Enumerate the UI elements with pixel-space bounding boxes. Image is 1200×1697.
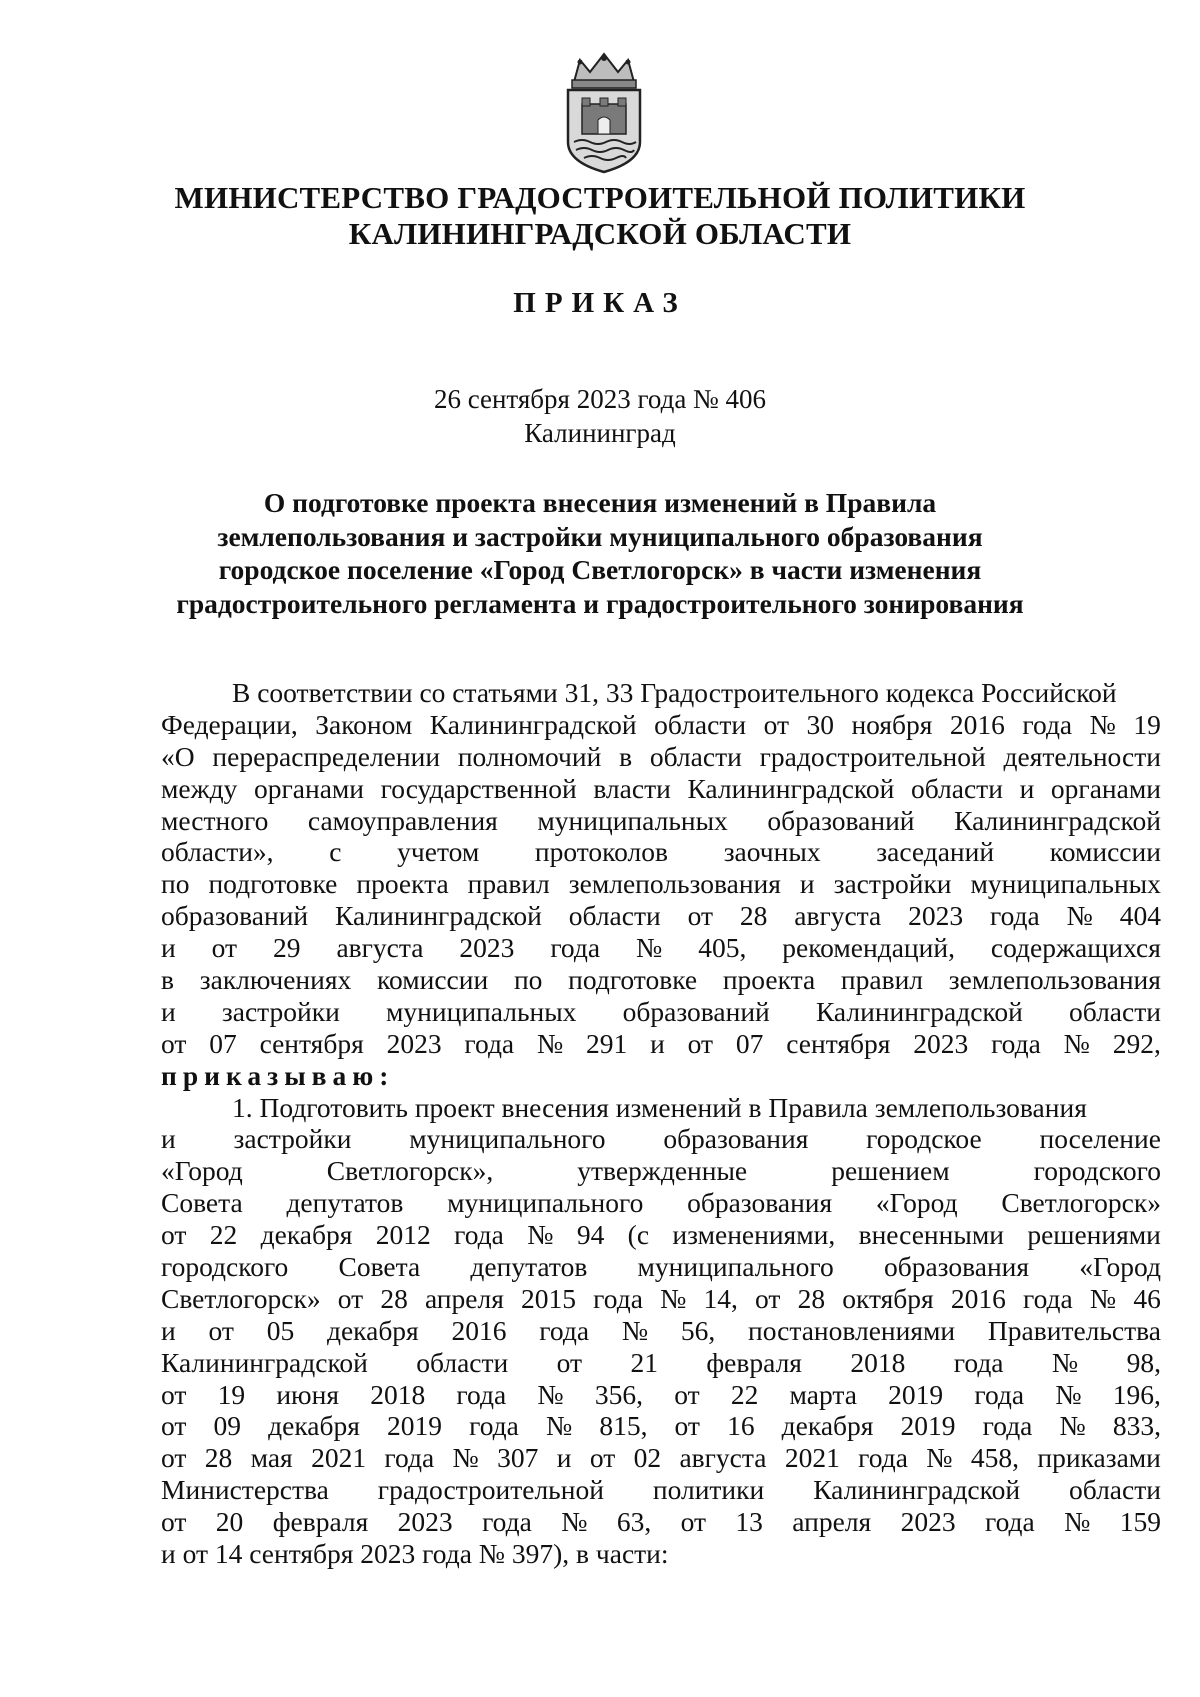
body-line bbox=[161, 1028, 1161, 1060]
word: августа bbox=[679, 1442, 767, 1474]
word: от bbox=[674, 1410, 700, 1442]
word: 2023 bbox=[908, 900, 964, 932]
word: постановлениями bbox=[748, 1314, 956, 1346]
word: и bbox=[799, 868, 815, 900]
word: 2019 bbox=[386, 1410, 442, 1442]
body-line bbox=[161, 1347, 1161, 1379]
word: области bbox=[1069, 995, 1161, 1027]
word: от bbox=[161, 1410, 187, 1442]
word: образования bbox=[663, 1123, 809, 1155]
word: октября bbox=[842, 1282, 934, 1314]
word: 30 bbox=[806, 708, 834, 740]
word: области bbox=[654, 708, 747, 740]
word: «О bbox=[161, 740, 195, 772]
word: № bbox=[1089, 1282, 1117, 1314]
word: от bbox=[337, 1282, 364, 1314]
word: (с bbox=[627, 1219, 650, 1251]
word: Калининградской bbox=[815, 995, 1023, 1027]
word: от bbox=[589, 1442, 616, 1474]
word: сентября bbox=[786, 1027, 891, 1059]
word: декабря bbox=[268, 1410, 360, 1442]
body-line bbox=[161, 709, 1161, 741]
word: Калининградской bbox=[335, 900, 542, 932]
word: 28 bbox=[797, 1282, 826, 1314]
word: власти bbox=[593, 772, 671, 804]
word: решениями bbox=[1027, 1219, 1161, 1251]
word: Калининградской bbox=[687, 772, 895, 804]
word: муниципального bbox=[409, 1123, 606, 1155]
ministry-name-line2: КАЛИНИНГРАДСКОЙ ОБЛАСТИ bbox=[348, 216, 852, 251]
word: 07 bbox=[209, 1027, 237, 1059]
word: 2018 bbox=[850, 1346, 906, 1378]
body-line bbox=[161, 1251, 1161, 1283]
order-word bbox=[161, 1060, 1161, 1092]
word: года bbox=[991, 1027, 1041, 1059]
word: № bbox=[1055, 1378, 1082, 1410]
word: февраля bbox=[272, 1506, 369, 1538]
word: № bbox=[1064, 1506, 1091, 1538]
word: августа bbox=[794, 900, 882, 932]
subject-line: городское поселение «Город Светлогорск» в части изменения bbox=[218, 554, 982, 585]
word: образований bbox=[767, 804, 915, 836]
word: подготовке bbox=[568, 964, 698, 996]
body-line bbox=[161, 1410, 1161, 1442]
word: 05 bbox=[266, 1314, 295, 1346]
word: по bbox=[513, 964, 543, 996]
word: утвержденные bbox=[577, 1155, 748, 1187]
body-line bbox=[161, 868, 1161, 900]
body-line bbox=[161, 1187, 1161, 1219]
word: застройки bbox=[233, 1123, 352, 1155]
word: 16 bbox=[727, 1410, 755, 1442]
word: Федерации, bbox=[161, 708, 298, 740]
word: муниципального bbox=[637, 1251, 834, 1283]
word: 28 bbox=[739, 900, 768, 932]
word: 2023 bbox=[386, 1027, 442, 1059]
word: муниципального bbox=[447, 1187, 644, 1219]
word: 98, bbox=[1126, 1346, 1161, 1378]
word: области bbox=[416, 1346, 509, 1378]
word: июня bbox=[276, 1378, 339, 1410]
word: 307 bbox=[497, 1442, 539, 1474]
body-line bbox=[161, 741, 1161, 773]
word: года bbox=[482, 1506, 532, 1538]
word: года bbox=[990, 900, 1040, 932]
word: от bbox=[687, 900, 713, 932]
word: года bbox=[454, 1219, 504, 1251]
word: 02 bbox=[633, 1442, 662, 1474]
word: 291 bbox=[586, 1027, 628, 1059]
body-line bbox=[161, 996, 1161, 1028]
word: образований bbox=[161, 900, 309, 932]
word: депутатов bbox=[286, 1187, 404, 1219]
word: градостроительной bbox=[759, 740, 986, 772]
word: «Город bbox=[1079, 1251, 1161, 1283]
word: заключениях bbox=[199, 964, 352, 996]
body-line bbox=[161, 932, 1161, 964]
word: рекомендаций, bbox=[782, 932, 955, 964]
word: области bbox=[568, 900, 661, 932]
word: № bbox=[1089, 708, 1116, 740]
word: 2016 bbox=[451, 1314, 507, 1346]
word: 196, bbox=[1112, 1378, 1161, 1410]
word: апреля bbox=[792, 1506, 872, 1538]
body-line bbox=[161, 1123, 1161, 1155]
word: года bbox=[539, 1314, 590, 1346]
word: августа bbox=[336, 932, 424, 964]
word: года bbox=[953, 1346, 1004, 1378]
word: № bbox=[1051, 1346, 1079, 1378]
word: от bbox=[680, 1506, 707, 1538]
word: городского bbox=[161, 1251, 289, 1283]
word: Светлогорск» bbox=[1001, 1187, 1161, 1219]
word: и bbox=[161, 1123, 176, 1155]
word: 292, bbox=[1112, 1027, 1161, 1059]
word: от bbox=[556, 1346, 583, 1378]
word: поселение bbox=[1039, 1123, 1161, 1155]
word: учетом bbox=[397, 836, 480, 868]
word: муниципальных bbox=[537, 804, 728, 836]
body-line bbox=[161, 1155, 1161, 1187]
word: муниципальных bbox=[970, 868, 1161, 900]
word: Калининградской bbox=[161, 1346, 368, 1378]
word: 2015 bbox=[521, 1282, 577, 1314]
word: землепользования bbox=[568, 868, 781, 900]
word: ноября bbox=[851, 708, 933, 740]
word: года bbox=[464, 1027, 515, 1059]
word: 46 bbox=[1133, 1282, 1161, 1314]
body-line bbox=[161, 1283, 1161, 1315]
word: 29 bbox=[273, 932, 301, 964]
word: № bbox=[545, 1410, 573, 1442]
word: Совета bbox=[338, 1251, 421, 1283]
body-line bbox=[161, 1474, 1161, 1506]
word: образований bbox=[622, 995, 770, 1027]
body-line bbox=[161, 1506, 1161, 1538]
word: образования bbox=[883, 1251, 1030, 1283]
word: от bbox=[161, 1378, 187, 1410]
word: № bbox=[1066, 900, 1093, 932]
word: 2023 bbox=[900, 1506, 956, 1538]
word: области bbox=[649, 740, 742, 772]
word: № bbox=[621, 1314, 649, 1346]
word: года bbox=[1023, 1282, 1073, 1314]
word: заседаний bbox=[876, 836, 995, 868]
word: содержащихся bbox=[990, 932, 1161, 964]
word: образования bbox=[687, 1187, 833, 1219]
word: № bbox=[561, 1506, 588, 1538]
word: 94 bbox=[576, 1219, 605, 1251]
word: области bbox=[1069, 1474, 1161, 1506]
word: и bbox=[650, 1027, 665, 1059]
word: № bbox=[636, 932, 663, 964]
word: в bbox=[619, 740, 633, 772]
word: в bbox=[161, 964, 174, 996]
word: 833, bbox=[1112, 1410, 1161, 1442]
word: 2018 bbox=[370, 1378, 426, 1410]
word: городского bbox=[1033, 1155, 1161, 1187]
word: 2023 bbox=[459, 932, 515, 964]
word: года bbox=[384, 1442, 435, 1474]
subject-line: О подготовке проекта внесения изменений в Правила bbox=[263, 487, 937, 518]
word: по bbox=[161, 868, 190, 900]
word: 405, bbox=[698, 932, 747, 964]
body-line: 1. Подготовить проект внесения изменений в Правила землепользования bbox=[232, 1091, 1087, 1123]
word: 19 bbox=[217, 1378, 246, 1410]
city: Калининград bbox=[524, 418, 676, 448]
word: от bbox=[687, 1027, 714, 1059]
word: комиссии bbox=[1049, 836, 1161, 868]
word: № bbox=[1059, 1410, 1086, 1442]
body-line bbox=[161, 1219, 1161, 1251]
word: года bbox=[974, 1378, 1025, 1410]
body-line bbox=[161, 773, 1161, 805]
word: 404 bbox=[1119, 900, 1161, 932]
subject-line: землепользования и застройки муниципального образования bbox=[217, 520, 983, 552]
word: от bbox=[211, 932, 238, 964]
body-line bbox=[161, 836, 1161, 868]
word: года bbox=[858, 1442, 908, 1474]
word: области», bbox=[161, 836, 274, 868]
word: 19 bbox=[1133, 708, 1161, 740]
body-line bbox=[161, 900, 1161, 932]
word: правил bbox=[467, 868, 550, 900]
word: № bbox=[926, 1442, 953, 1474]
word: 63, bbox=[616, 1506, 652, 1538]
word: 09 bbox=[213, 1410, 242, 1442]
word: от bbox=[208, 1314, 234, 1346]
word: 56, bbox=[680, 1314, 716, 1346]
body-line bbox=[161, 1315, 1161, 1347]
word: 815, bbox=[599, 1410, 648, 1442]
word: землепользования bbox=[948, 964, 1161, 996]
word: и bbox=[556, 1442, 572, 1474]
subject-line: градостроительного регламента и градостроительного зонирования bbox=[176, 587, 1024, 619]
word: 2012 bbox=[375, 1219, 431, 1251]
ministry-name bbox=[100, 180, 1100, 252]
word: полномочий bbox=[457, 740, 602, 772]
word: февраля bbox=[706, 1346, 802, 1378]
word: между bbox=[161, 772, 238, 804]
word: протоколов bbox=[534, 836, 668, 868]
word: приказами bbox=[1037, 1442, 1161, 1474]
word: 28 bbox=[204, 1442, 233, 1474]
word: от bbox=[161, 1027, 187, 1059]
word: решением bbox=[831, 1155, 950, 1187]
word: заочных bbox=[723, 836, 821, 868]
word: с bbox=[329, 836, 342, 868]
word: области bbox=[910, 772, 1003, 804]
word: года bbox=[984, 1506, 1035, 1538]
word: проекта bbox=[722, 964, 816, 996]
body-line bbox=[161, 964, 1161, 996]
word: года bbox=[1022, 708, 1073, 740]
word: от bbox=[674, 1378, 700, 1410]
word: № bbox=[536, 1027, 564, 1059]
word: года bbox=[593, 1282, 643, 1314]
document-body bbox=[161, 677, 1161, 1570]
body-line bbox=[161, 1442, 1161, 1474]
word: перераспределении bbox=[212, 740, 441, 772]
word: муниципальных bbox=[386, 995, 577, 1027]
word: и bbox=[161, 995, 176, 1027]
word: от bbox=[755, 1282, 781, 1314]
body-line: и от 14 сентября 2023 года № 397), в части: bbox=[161, 1538, 669, 1570]
word: года bbox=[550, 932, 601, 964]
word: 2019 bbox=[888, 1378, 944, 1410]
word: Калининградской bbox=[813, 1474, 1021, 1506]
word: № bbox=[527, 1219, 554, 1251]
word: подготовке bbox=[208, 868, 338, 900]
word: органами bbox=[1050, 772, 1161, 804]
word: 22 bbox=[730, 1378, 759, 1410]
word: № bbox=[1063, 1027, 1090, 1059]
word: 2016 bbox=[950, 1282, 1006, 1314]
word: «Город bbox=[875, 1187, 958, 1219]
word: политики bbox=[652, 1474, 765, 1506]
body-line: В соответствии со статьями 31, 33 Градостроительного кодекса Российской bbox=[232, 677, 1117, 708]
word: Калининградской bbox=[429, 708, 637, 740]
word: Светлогорск», bbox=[326, 1155, 494, 1187]
document-type: ПРИКАЗ bbox=[513, 287, 687, 319]
word: Калининградской bbox=[954, 804, 1161, 836]
word: апреля bbox=[424, 1282, 504, 1314]
word: Министерства bbox=[161, 1474, 329, 1506]
coat-of-arms-icon bbox=[560, 52, 648, 174]
word: органами bbox=[254, 772, 365, 804]
body-line bbox=[161, 1379, 1161, 1411]
word: проекта bbox=[356, 868, 449, 900]
date-and-number: 26 сентября 2023 года № 406 bbox=[433, 384, 767, 414]
word: от bbox=[161, 1506, 187, 1538]
word: 2023 bbox=[397, 1506, 453, 1538]
word: от bbox=[161, 1219, 187, 1251]
word: правил bbox=[840, 964, 924, 996]
body-line bbox=[161, 805, 1161, 837]
word: застройки bbox=[221, 995, 340, 1027]
word: от bbox=[763, 708, 789, 740]
word: декабря bbox=[781, 1410, 874, 1442]
word: деятельности bbox=[1003, 740, 1161, 772]
word: 2019 bbox=[900, 1410, 956, 1442]
word: года bbox=[469, 1410, 519, 1442]
word: городское bbox=[866, 1123, 982, 1155]
word: марта bbox=[789, 1378, 857, 1410]
word: 28 bbox=[380, 1282, 408, 1314]
word: № bbox=[452, 1442, 479, 1474]
word: застройки bbox=[833, 868, 952, 900]
word: года bbox=[982, 1410, 1033, 1442]
order-word-text: приказываю: bbox=[161, 1059, 395, 1091]
word: 2016 bbox=[949, 708, 1005, 740]
word: и bbox=[161, 1314, 176, 1346]
word: № bbox=[537, 1378, 564, 1410]
word: Правительства bbox=[987, 1314, 1161, 1346]
word: 07 bbox=[735, 1027, 764, 1059]
word: Совета bbox=[161, 1187, 243, 1219]
word: градостроительной bbox=[377, 1474, 604, 1506]
word: № bbox=[660, 1282, 687, 1314]
word: государственной bbox=[380, 772, 577, 804]
word: декабря bbox=[260, 1219, 353, 1251]
word: и bbox=[1019, 772, 1035, 804]
word: 2021 bbox=[311, 1442, 367, 1474]
word: местного bbox=[161, 804, 269, 836]
ministry-name-line1: МИНИСТЕРСТВО ГРАДОСТРОИТЕЛЬНОЙ ПОЛИТИКИ bbox=[174, 180, 1026, 215]
word: 21 bbox=[630, 1346, 658, 1378]
word: внесенными bbox=[858, 1219, 1004, 1251]
word: 22 bbox=[209, 1219, 238, 1251]
word: комиссии bbox=[377, 964, 489, 996]
word: депутатов bbox=[470, 1251, 588, 1283]
word: Законом bbox=[315, 708, 413, 740]
word: и bbox=[161, 932, 176, 964]
word: «Город bbox=[161, 1155, 243, 1187]
word: года bbox=[456, 1378, 507, 1410]
word: 13 bbox=[735, 1506, 763, 1538]
word: 356, bbox=[594, 1378, 643, 1410]
word: 2023 bbox=[913, 1027, 969, 1059]
word: 2021 bbox=[784, 1442, 840, 1474]
word: самоуправления bbox=[307, 804, 498, 836]
word: изменениями, bbox=[672, 1219, 836, 1251]
word: декабря bbox=[326, 1314, 419, 1346]
word: 20 bbox=[215, 1506, 244, 1538]
word: 159 bbox=[1119, 1506, 1161, 1538]
word: 458, bbox=[970, 1442, 1020, 1474]
word: от bbox=[161, 1442, 187, 1474]
word: 14, bbox=[703, 1282, 738, 1314]
word: сентября bbox=[259, 1027, 364, 1059]
word: Светлогорск» bbox=[161, 1282, 321, 1314]
word: мая bbox=[250, 1442, 293, 1474]
document-subject bbox=[170, 486, 1030, 620]
